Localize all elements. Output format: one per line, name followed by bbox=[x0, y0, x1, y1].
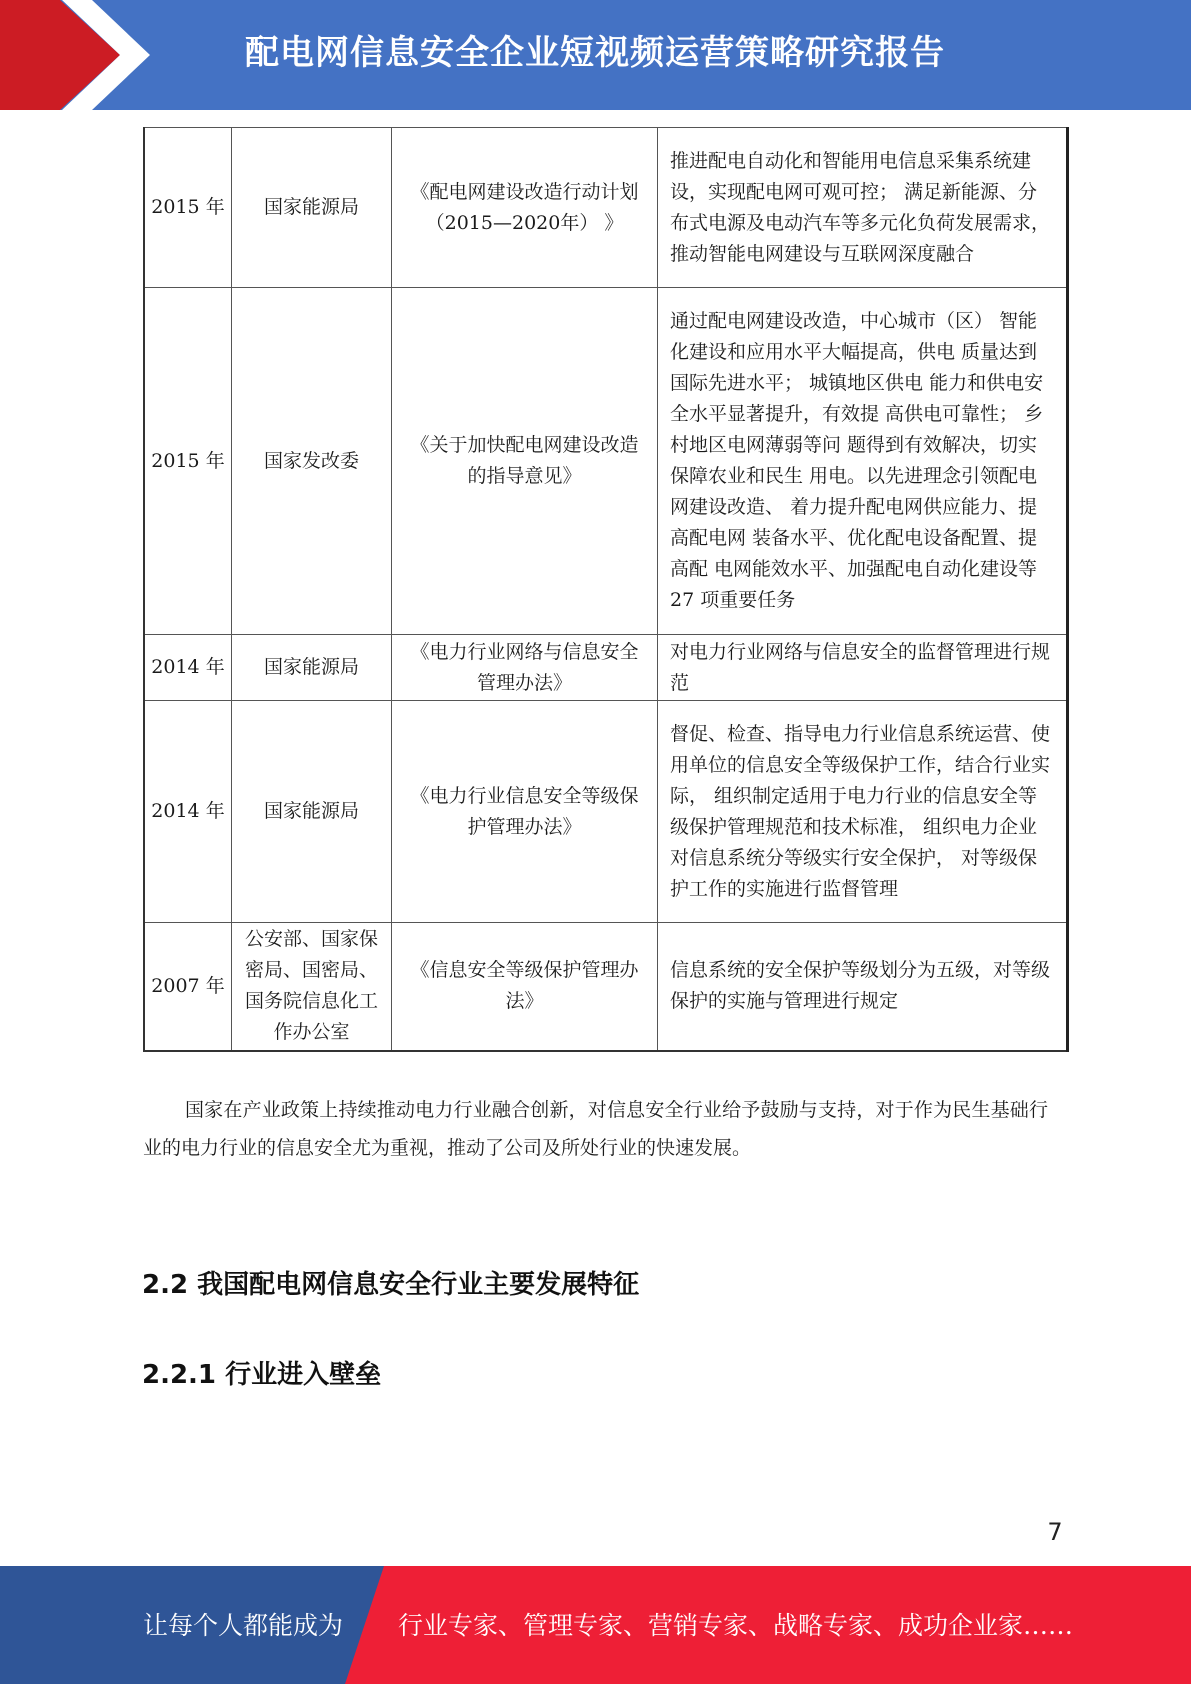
cell-org: 国家发改委 bbox=[232, 288, 392, 635]
cell-doc: 《电力行业信息安全等级保护管理办法》 bbox=[392, 701, 658, 923]
cell-desc: 信息系统的安全保护等级划分为五级，对等级保护的实施与管理进行规定 bbox=[658, 923, 1068, 1051]
footer-slogan-right: 行业专家、管理专家、营销专家、战略专家、成功企业家…… bbox=[398, 1611, 1074, 1640]
cell-year: 2014 年 bbox=[144, 701, 232, 923]
cell-org: 国家能源局 bbox=[232, 128, 392, 288]
subsection-heading: 2.2.1 行业进入壁垒 bbox=[142, 1360, 382, 1390]
page-footer bbox=[0, 1566, 1191, 1684]
cell-desc: 督促、检查、指导电力行业信息系统运营、使用单位的信息安全等级保护工作，结合行业实际， 组织制定适用于电力行业的信息安全等级保护管理规范和技术标准， 组织电力企业对信息系统分等级实行安全保护， 对等级保护工作的实施进行监督管理 bbox=[658, 701, 1068, 923]
cell-org: 国家能源局 bbox=[232, 701, 392, 923]
cell-doc: 《电力行业网络与信息安全管理办法》 bbox=[392, 635, 658, 701]
body-paragraph: 国家在产业政策上持续推动电力行业融合创新，对信息安全行业给予鼓励与支持，对于作为民生基础行业的电力行业的信息安全尤为重视，推动了公司及所处行业的快速发展。 bbox=[143, 1099, 1048, 1159]
page-header bbox=[0, 0, 1191, 110]
page-number: 7 bbox=[1047, 1518, 1063, 1546]
cell-doc: 《关于加快配电网建设改造的指导意见》 bbox=[392, 288, 658, 635]
table-row bbox=[144, 635, 1068, 701]
section-heading: 2.2 我国配电网信息安全行业主要发展特征 bbox=[142, 1270, 640, 1300]
cell-desc: 对电力行业网络与信息安全的监督管理进行规范 bbox=[658, 635, 1068, 701]
cell-doc: 《配电网建设改造行动计划（2015—2020年） 》 bbox=[392, 128, 658, 288]
cell-year: 2015 年 bbox=[144, 288, 232, 635]
cell-year: 2007 年 bbox=[144, 923, 232, 1051]
report-title: 配电网信息安全企业短视频运营策略研究报告 bbox=[245, 33, 945, 73]
footer-slogan-left: 让每个人都能成为 bbox=[143, 1611, 344, 1640]
cell-desc: 通过配电网建设改造，中心城市（区） 智能化建设和应用水平大幅提高，供电 质量达到国际先进水平； 城镇地区供电 能力和供电安全水平显著提升，有效提 高供电可靠性； 乡村地区电网薄弱等问 题得到有效解决，切实保障农业和民生 用电。以先进理念引领配电网建设改造、 着力提升配电网供应能力、提高配电网 装备水平、优化配电设备配置、提高配 电网能效水平、加强配电自动化建设等 27 项重要任务 bbox=[658, 288, 1068, 635]
table-row bbox=[144, 923, 1068, 1051]
cell-desc: 推进配电自动化和智能用电信息采集系统建设，实现配电网可观可控； 满足新能源、分布式电源及电动汽车等多元化负荷发展需求， 推动智能电网建设与互联网深度融合 bbox=[658, 128, 1068, 288]
cell-year: 2014 年 bbox=[144, 635, 232, 701]
cell-org: 公安部、国家保密局、国密局、国务院信息化工作办公室 bbox=[232, 923, 392, 1051]
policy-table bbox=[143, 127, 1069, 1052]
table-row bbox=[144, 701, 1068, 923]
cell-org: 国家能源局 bbox=[232, 635, 392, 701]
cell-year: 2015 年 bbox=[144, 128, 232, 288]
cell-doc: 《信息安全等级保护管理办法》 bbox=[392, 923, 658, 1051]
table-row bbox=[144, 128, 1068, 288]
table-row bbox=[144, 288, 1068, 635]
